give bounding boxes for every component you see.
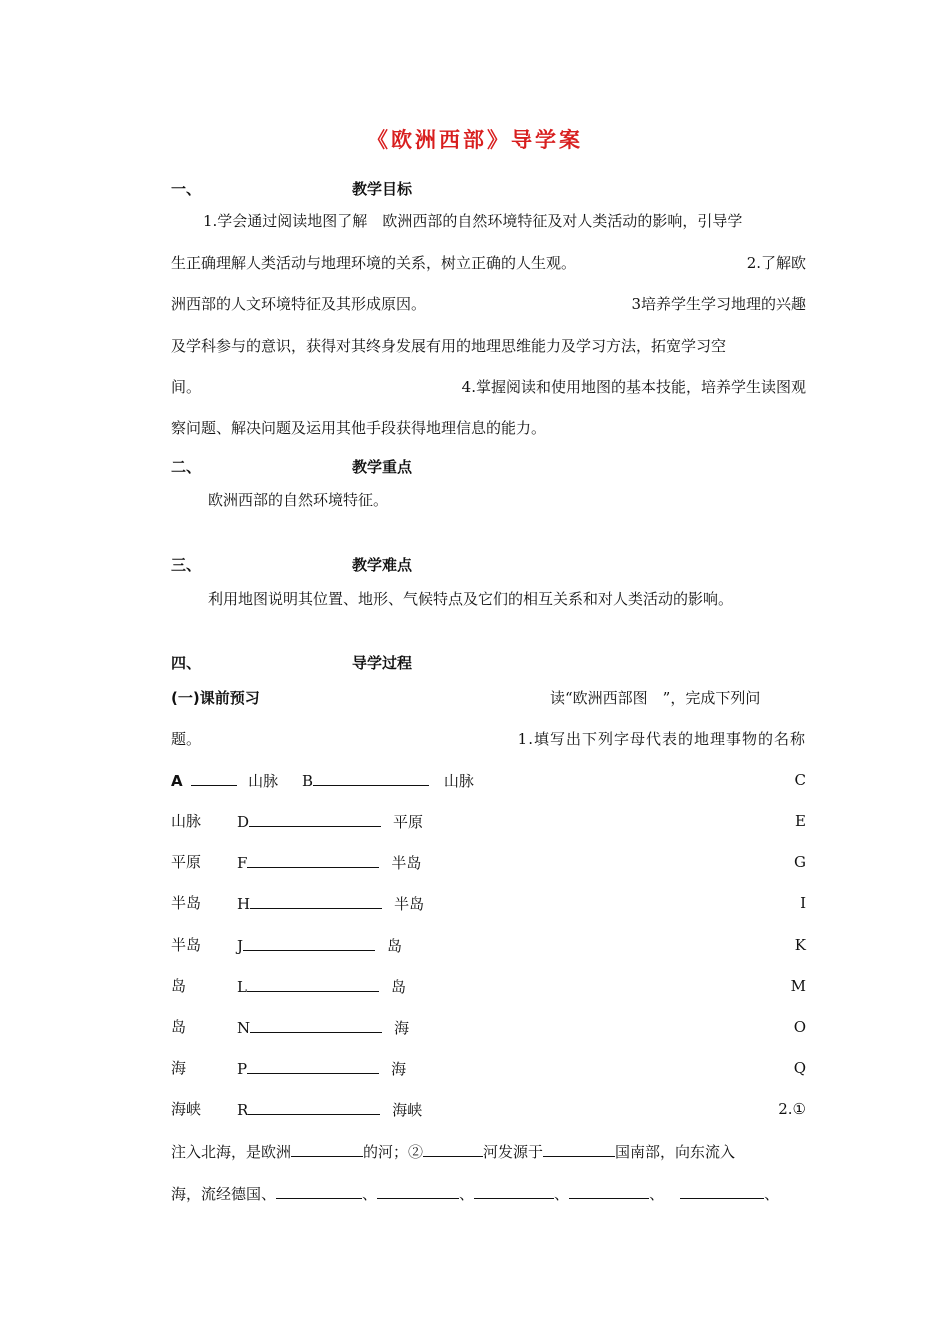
q2-blank-5[interactable] [377, 1183, 459, 1199]
section-4-title: 导学过程 [352, 654, 413, 672]
q2-text-c: 河发源于 [483, 1143, 544, 1161]
goal-line-6: 察问题、解决问题及运用其他手段获得地理信息的能力。 [171, 419, 547, 437]
fill-row-prefix: 海 [171, 1059, 187, 1077]
fill-suffix-a: 山脉 [248, 772, 279, 790]
fill-row-a [171, 770, 278, 791]
goal-line-2 [171, 253, 806, 273]
fill-row-prefix: 岛 [171, 1018, 187, 1036]
fill-row-entry [237, 852, 421, 873]
fill-row-entry [237, 893, 424, 914]
fill-row-end: I [800, 894, 806, 912]
fill-row-letter: F [237, 854, 248, 872]
fill-row-end: O [793, 1018, 806, 1036]
q2-text-d: 国南部，向东流入 [615, 1143, 736, 1161]
q2-text-a: 注入北海，是欧洲 [171, 1143, 292, 1161]
fill-row-b [302, 770, 474, 791]
q2-sep-1: 、 [362, 1185, 378, 1203]
fill-row-prefix: 岛 [171, 977, 187, 995]
q2-sep-5: 、 [764, 1185, 780, 1203]
fill-row-blank[interactable] [247, 976, 379, 992]
fill-letter-a: A [171, 772, 183, 790]
fill-row-suffix: 岛 [390, 978, 406, 996]
goal-line-3a: 洲西部的人文环境特征及其形成原因。 [171, 295, 427, 313]
section-1-number: 一、 [171, 180, 202, 198]
section-2-body: 欧洲西部的自然环境特征。 [208, 491, 389, 509]
goal-line-3 [171, 294, 806, 314]
q2-text-b: 的河；② [363, 1143, 424, 1161]
fill-row-suffix: 半岛 [391, 854, 422, 872]
preview-read: 读“欧洲西部图 ”，完成下列问 [550, 689, 761, 707]
q2-blank-7[interactable] [569, 1183, 649, 1199]
goal-line-2a: 生正确理解人类活动与地理环境的关系，树立正确的人生观。 [171, 254, 577, 272]
fill-row-entry [237, 1099, 422, 1120]
fill-row-letter: R [237, 1101, 249, 1119]
fill-row-blank[interactable] [248, 1099, 380, 1115]
fill-end-c: C [794, 771, 806, 789]
fill-row-suffix: 海 [391, 1060, 407, 1078]
fill-row-end: K [794, 936, 806, 954]
preview-label: (一)课前预习 [171, 689, 260, 707]
fill-row-suffix: 岛 [387, 937, 403, 955]
fill-row-entry [237, 811, 423, 832]
section-3-title: 教学难点 [352, 556, 413, 574]
fill-row-suffix: 海 [394, 1019, 410, 1037]
fill-row-letter: D [237, 813, 250, 831]
q2-blank-6[interactable] [474, 1183, 554, 1199]
fill-row-end: M [790, 977, 806, 995]
fill-blank-a[interactable] [191, 770, 237, 786]
fill-row-suffix: 半岛 [394, 895, 425, 913]
section-2-title: 教学重点 [352, 458, 413, 476]
fill-row-blank[interactable] [247, 1058, 379, 1074]
fill-row-entry [237, 1017, 409, 1038]
fill-row-prefix: 山脉 [171, 812, 202, 830]
fill-row-end: G [794, 853, 806, 871]
q2-sep-3: 、 [554, 1185, 570, 1203]
q2-sep-4: 、 [649, 1185, 665, 1203]
fill-row-prefix: 半岛 [171, 894, 202, 912]
section-3-body: 利用地图说明其位置、地形、气候特点及它们的相互关系和对人类活动的影响。 [208, 590, 734, 608]
fill-row-blank[interactable] [247, 852, 379, 868]
preview-line-2 [171, 729, 806, 749]
q2-blank-2[interactable] [423, 1141, 483, 1157]
q2-text-e: 海，流经德国、 [171, 1185, 277, 1203]
preview-line-2b: 1.填写出下列字母代表的地理事物的名称 [517, 730, 806, 748]
q2-blank-8[interactable] [680, 1183, 764, 1199]
fill-row-end: 2.① [778, 1100, 806, 1118]
fill-row-end: E [795, 812, 806, 830]
fill-row-letter: N [237, 1019, 251, 1037]
goal-line-2b: 2.了解欧 [746, 254, 806, 272]
fill-suffix-b: 山脉 [443, 772, 474, 790]
fill-row-letter: L [237, 978, 247, 996]
fill-row-prefix: 海峡 [171, 1100, 202, 1118]
fill-row-letter: P [237, 1060, 248, 1078]
fill-row-blank[interactable] [250, 1017, 382, 1033]
goal-line-3b: 3培养学生学习地理的兴趣 [631, 295, 806, 313]
fill-row-suffix: 海峡 [392, 1101, 423, 1119]
goal-line-5a: 间。 [171, 378, 202, 396]
fill-blank-b[interactable] [313, 770, 429, 786]
question-2-line-2 [171, 1183, 779, 1204]
fill-row-entry [237, 1058, 406, 1079]
fill-row-suffix: 平原 [393, 813, 424, 831]
preview-line-2a: 题。 [171, 730, 202, 748]
fill-row-blank[interactable] [249, 811, 381, 827]
fill-row-entry [237, 935, 402, 956]
fill-row-prefix: 平原 [171, 853, 202, 871]
question-2-line-1 [171, 1141, 806, 1162]
section-4-number: 四、 [171, 654, 202, 672]
q2-line-1 [171, 1141, 735, 1162]
fill-row-letter: J [237, 937, 244, 955]
goal-line-5b: 4.掌握阅读和使用地图的基本技能，培养学生读图观 [461, 378, 806, 396]
section-2-number: 二、 [171, 458, 202, 476]
section-3-number: 三、 [171, 556, 202, 574]
goal-line-1: 1.学会通过阅读地图了解 欧洲西部的自然环境特征及对人类活动的影响，引导学 [203, 212, 743, 230]
fill-row-entry [237, 976, 406, 997]
section-1-title: 教学目标 [352, 180, 413, 198]
fill-letter-b: B [302, 772, 314, 790]
fill-row-blank[interactable] [250, 893, 382, 909]
goal-line-4: 及学科参与的意识，获得对其终身发展有用的地理思维能力及学习方法，拓宽学习空 [171, 337, 727, 355]
fill-row-letter: H [237, 895, 251, 913]
page-title: 《欧洲西部》导学案 [367, 128, 583, 152]
fill-row-end: Q [793, 1059, 806, 1077]
q2-sep-2: 、 [459, 1185, 475, 1203]
q2-blank-4[interactable] [276, 1183, 362, 1199]
goal-line-5 [171, 377, 806, 397]
q2-blank-1[interactable] [291, 1141, 363, 1157]
fill-row-blank[interactable] [243, 935, 375, 951]
q2-blank-3[interactable] [543, 1141, 615, 1157]
fill-row-prefix: 半岛 [171, 936, 202, 954]
